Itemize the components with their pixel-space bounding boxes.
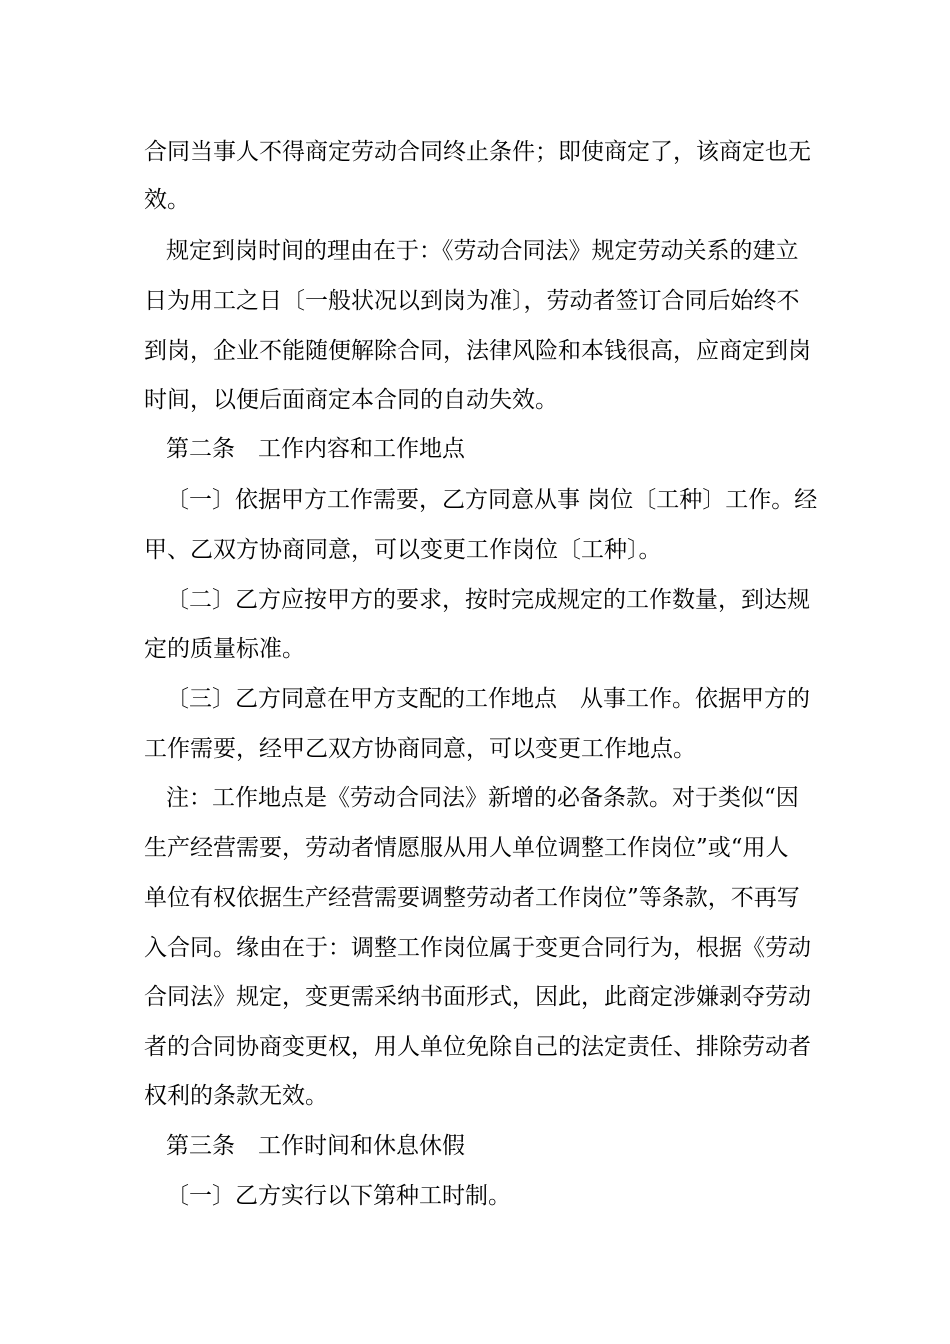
paragraph-line: 时间，以便后面商定本合同的自动失效。 (144, 387, 558, 413)
paragraph-line: 合同法》规定，变更需采纳书面形式，因此，此商定涉嫌剥夺劳动 (144, 984, 811, 1010)
paragraph-line: 定的质量标准。 (144, 636, 305, 662)
paragraph-line: 效。 (144, 187, 190, 213)
paragraph-line: 生产经营需要，劳动者情愿服从用人单位调整工作岗位”或“用人 (144, 835, 789, 861)
article-heading: 第三条 工作时间和休息休假 (166, 1133, 465, 1159)
paragraph-line: 〔一〕乙方实行以下第种工时制。 (166, 1183, 511, 1209)
paragraph-line: 权利的条款无效。 (144, 1083, 328, 1109)
paragraph-line: 〔三〕乙方同意在甲方支配的工作地点 从事工作。依据甲方的 (166, 686, 810, 712)
paragraph-line: 到岗，企业不能随便解除合同，法律风险和本钱很高，应商定到岗 (144, 338, 811, 364)
paragraph-line: 规定到岗时间的理由在于：《劳动合同法》规定劳动关系的建立 (166, 238, 799, 264)
paragraph-line: 者的合同协商变更权，用人单位免除自己的法定责任、排除劳动者 (144, 1034, 811, 1060)
paragraph-line: 入合同。缘由在于：调整工作岗位属于变更合同行为，根据《劳动 (144, 935, 811, 961)
paragraph-line: 合同当事人不得商定劳动合同终止条件；即使商定了，该商定也无 (144, 139, 811, 165)
paragraph-line: 工作需要，经甲乙双方协商同意，可以变更工作地点。 (144, 736, 696, 762)
article-heading: 第二条 工作内容和工作地点 (166, 436, 465, 462)
paragraph-line: 〔一〕依据甲方工作需要，乙方同意从事 岗位〔工种〕工作。经 (166, 487, 818, 513)
paragraph-line: 注：工作地点是《劳动合同法》新增的必备条款。对于类似“因 (166, 785, 799, 811)
paragraph-line: 单位有权依据生产经营需要调整劳动者工作岗位”等条款，不再写 (144, 885, 800, 911)
paragraph-line: 甲、乙双方协商同意，可以变更工作岗位〔工种〕。 (144, 537, 662, 563)
paragraph-line: 〔二〕乙方应按甲方的要求，按时完成规定的工作数量，到达规 (166, 587, 810, 613)
paragraph-line: 日为用工之日〔一般状况以到岗为准〕，劳动者签订合同后始终不 (144, 288, 800, 314)
